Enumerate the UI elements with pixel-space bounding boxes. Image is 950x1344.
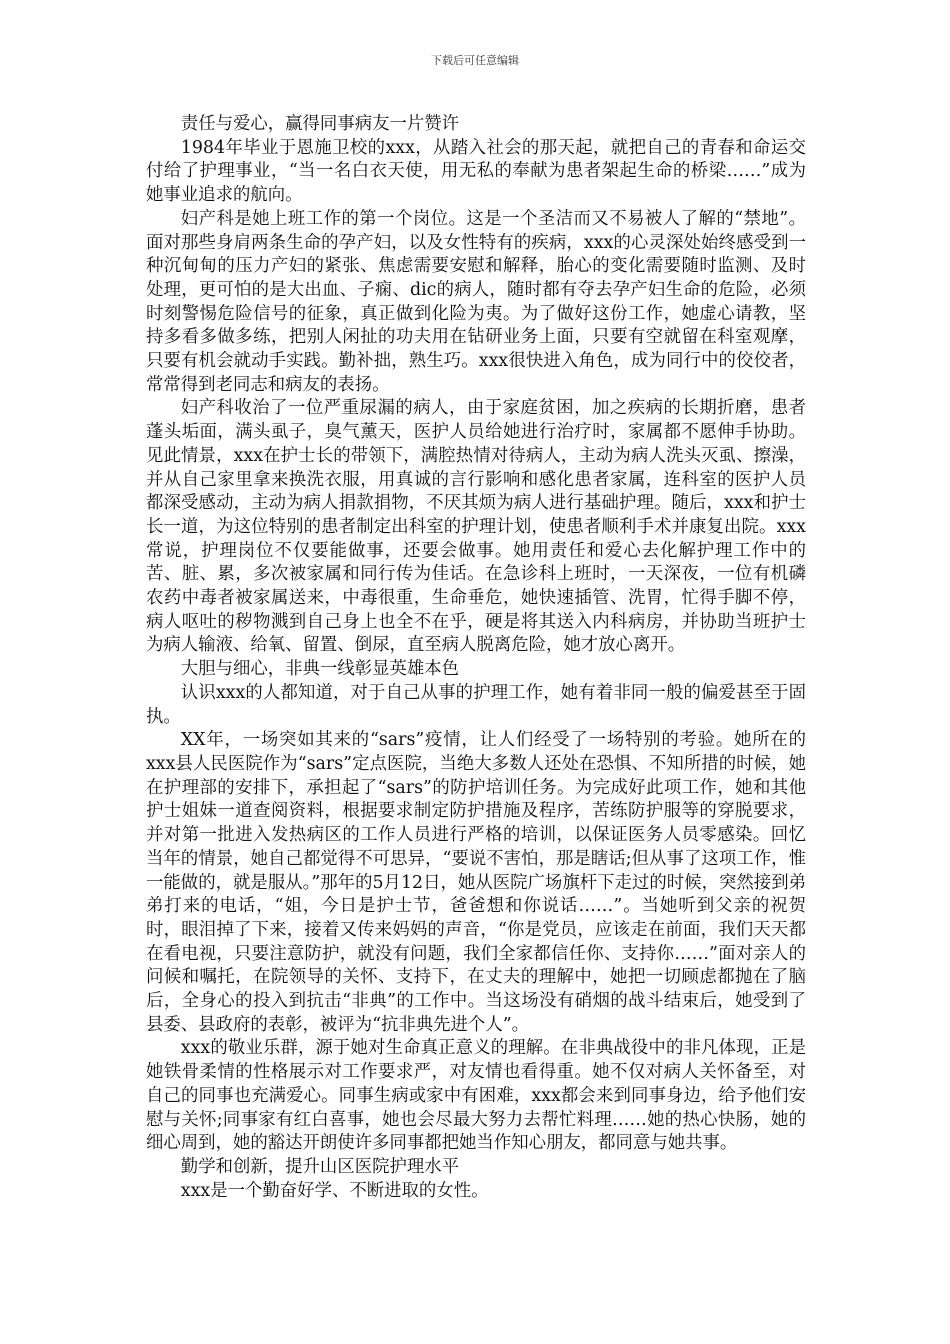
paragraph-teamwork: xxx的敬业乐群，源于她对生命真正意义的理解。在非典战役中的非凡体现，正是她铁骨柔情的性格展示对工作要求严，对友情也看得重。她不仅对病人关怀备至，对自己的同事也充满爱心。同事生病或家中有困难，xxx都会来到同事身边，给予他们安慰与关怀;同事家有红白喜事，她也会尽最大努力去帮忙料理……她的热心快肠，她的细心周到，她的豁达开朗使许多同事都把她当作知心朋友，都同意与她共事。: [146, 1038, 806, 1154]
paragraph-diligence: xxx是一个勤奋好学、不断进取的女性。: [180, 1180, 489, 1201]
paragraph-obstetrics: 妇产科是她上班工作的第一个岗位。这是一个圣洁而又不易被人了解的“禁地”。面对那些身肩两条生命的孕产妇，以及女性特有的疾病，xxx的心灵深处始终感受到一种沉甸甸的压力产妇的紧张、焦虑需要安慰和解释，胎心的变化需要随时监测、及时处理，更可怕的是大出血、子痫、dic的病人，随时都有夺去孕产妇生命的危险，必须时刻警惕危险信号的征象，真正做到化险为夷。为了做好这份工作，她虚心请教，坚持多看多做多练，把别人闲扯的功夫用在钻研业务上面，只要有空就留在科室观摩，只要有机会就动手实践。勤补拙，熟生巧。xxx很快进入角色，成为同行中的佼佼者，常常得到老同志和病友的表扬。: [146, 208, 806, 395]
paragraph-patient-care: 妇产科收治了一位严重尿漏的病人，由于家庭贫困，加之疾病的长期折磨，患者蓬头垢面，满头虱子，臭气薰天，医护人员给她进行治疗时，家属都不愿伸手协助。见此情景，xxx在护士长的带领下，满腔热情对待病人，主动为病人洗头灭虱、擦澡，并从自己家里拿来换洗衣服，用真诚的言行影响和感化患者家属，连科室的医护人员都深受感动，主动为病人捐款捐物，不厌其烦为病人进行基础护理。随后，xxx和护士长一道，为这位特别的患者制定出科室的护理计划，使患者顺利手术并康复出院。xxx常说，护理岗位不仅要能做事，还要会做事。她用责任和爱心去化解护理工作中的苦、脏、累，多次被家属和同行传为佳话。在急诊科上班时，一天深夜，一位有机磷农药中毒者被家属送来，中毒很重，生命垂危，她快速插管、洗胃，忙得手脚不停，病人呕吐的秽物溅到自己身上也全不在乎，硬是将其送入内科病房，并协助当班护士为病人输液、给氧、留置、倒尿，直至病人脱离危险，她才放心离开。: [146, 398, 806, 656]
paragraph-sars-epidemic: XX年，一场突如其来的“sars”疫情，让人们经受了一场特别的考验。她所在的xxx县人民医院作为“sars”定点医院，当绝大多数人还处在恐惧、不知所措的时候，她在护理部的安排下，承担起了“sars”的防护培训任务。为完成好此项工作，她和其他护士姐妹一道查阅资料，根据要求制定防护措施及程序，苦练防护服等的穿脱要求，并对第一批进入发热病区的工作人员进行严格的培训，以保证医务人员零感染。回忆当年的情景，她自己都觉得不可思异，“要说不害怕，那是瞎话;但从事了这项工作，惟一能做的，就是服从。”那年的5月12日，她从医院广场旗杆下走过的时候，突然接到弟弟打来的电话，“姐，今日是护士节，爸爸想和你说话……”。当她听到父亲的祝贺时，眼泪掉了下来，接着又传来妈妈的声音，“你是党员，应该走在前面，我们天天都在看电视，只要注意防护，就没有问题，我们全家都信任你、支持你……”面对亲人的问候和嘱托，在院领导的关怀、支持下，在丈夫的理解中，她把一切顾虑都抛在了脑后，全身心的投入到抗击“非典”的工作中。当这场没有硝烟的战斗结束后，她受到了县委、县政府的表彰，被评为“抗非典先进个人”。: [146, 730, 806, 1035]
paragraph-graduation: 1984年毕业于恩施卫校的xxx，从踏入社会的那天起，就把自己的青春和命运交付给了护理事业，“当一名白衣天使，用无私的奉献为患者架起生命的桥梁……”成为她事业追求的航向。: [146, 137, 806, 206]
section-heading-sars: 大胆与细心，非典一线彰显英雄本色: [180, 659, 460, 680]
section-heading-responsibility: 责任与爱心，赢得同事病友一片赞许: [180, 114, 460, 134]
paragraph-dedication: 认识xxx的人都知道，对于自己从事的护理工作，她有着非同一般的偏爱甚至于固执。: [146, 682, 806, 727]
page-header: 下载后可任意编辑: [431, 54, 519, 67]
document-body: [146, 113, 806, 1203]
section-heading-learning: 勤学和创新，提升山区医院护理水平: [180, 1156, 460, 1177]
